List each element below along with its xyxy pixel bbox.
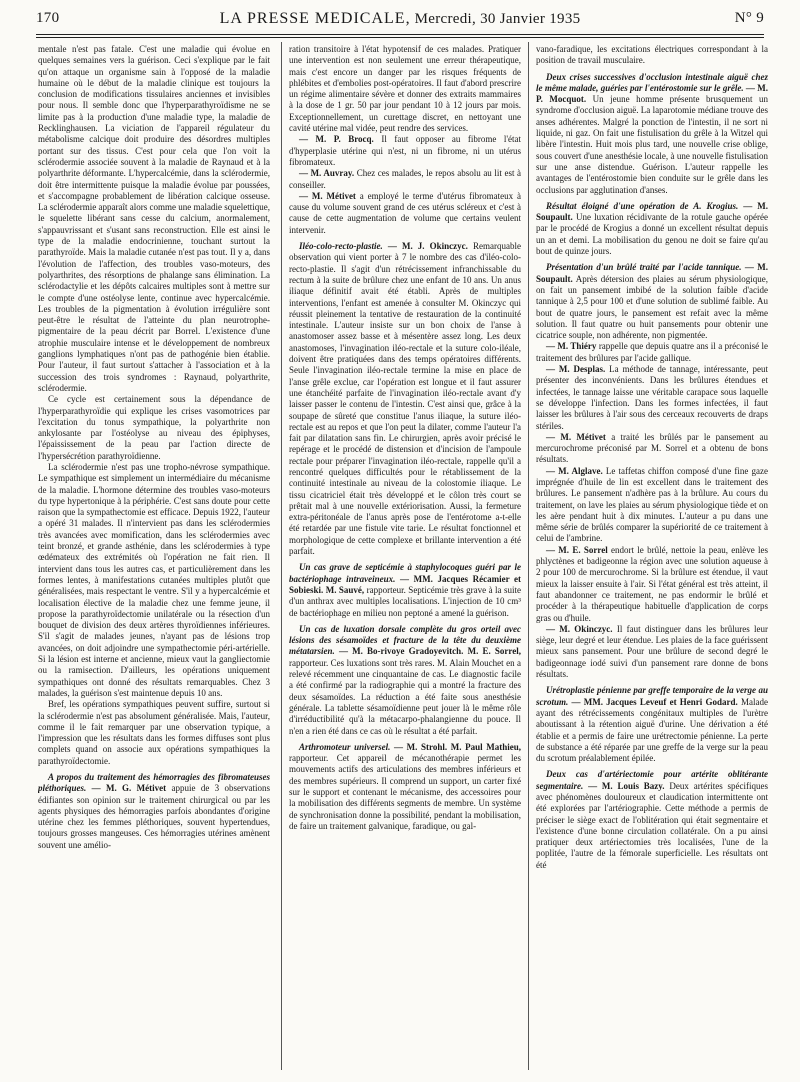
section-paragraph <box>38 772 270 851</box>
paragraph-text: a traité les brûlés par le pansement au mercurochrome préconisé par M. Sorrel et a obtenu de bons résultats. <box>536 431 768 465</box>
paragraph <box>289 44 521 134</box>
paragraph <box>536 545 768 624</box>
section-paragraph <box>536 201 768 257</box>
paragraph-text: rapporteur. Cet appareil de mécanothérapie permet les mouvements actifs des articulations des membres inférieurs et des membres supérieurs. Il comprend un support, un carter fixé sur le support et contenant le mécanisme, des accessoires pour la mobilisation des différents segments de membre. Un système de synchronisation donne la possibilité, pendant la mobilisation, de faire un traitement galvanique, faradique, ou gal- <box>289 753 521 831</box>
author-name: — M. Soupault. <box>536 200 768 223</box>
section-title: A propos du traitement des hémorragies des fibromateuses pléthoriques. <box>38 772 270 794</box>
paragraph-text: Ce cycle est certainement sous la dépendance de l'hyperparathyroïdie qui explique les crises vasomotrices par l'excitation du tonus sympathique, la polyarthrite non ankylosante par l'ostéolyse au niveau des épiphyses, l'épaississement de la peau par l'action directe de l'hypersécrétion parathyroïdienne. <box>38 394 270 461</box>
author-name: — M. Métivet <box>546 431 606 442</box>
section-title: Présentation d'un brûlé traité par l'acide tannique. <box>546 262 742 273</box>
paragraph-text: mentale n'est pas fatale. C'est une maladie qui évolue en quelques semaines vers la guérison. Ceci s'explique par le fait qu'on attaque un organisme sain à l'opposé de la maladie humaine où le début de la maladie clinique est toujours la conclusion de modifications tissulaires anciennes et invisibles pour nous. Il semble donc que l'hyperparathyroïdisme ne se limite pas à la production d'une maladie type, la maladie de Recklinghausen. La viciation de l'appareil régulateur du métabolisme calcique doit produire des désordres multiples portant sur des tissus. C'est pour cela que l'on voit la sclérodermie associée souvent à la maladie de Raynaud et à la polyarthrite déformante. L'hypercalcémie, dans la sclérodermie, doit être intermittente puisque la maladie évolue par poussées, et s'accompagne probablement de libération calcique osseuse. La sclérodermie apparaît alors comme une maladie squelettique, le squelette libérant sans cesse du calcium, anormalement, s'appauvrissant et s'usant sans reconstruction. Elle est ainsi le type de la maladie endocrinienne, touchant surtout la parathyroïde. Mais la maladie cutanée n'est pas tout. Il y a, dans l'évolution de l'affection, des troubles vaso-moteurs, des polyarthrites, des résorptions de phalange sans élimination. La sclérodactylie et les dépôts calcaires multiples sont à mettre sur le compte d'une ostéolyse lente, continue avec hypercalcémie. Les troubles de la pigmentation à évolution irrégulière sont peut-être le résultat de l'atteinte du plan neurotrophe-pigmentaire de la peau décrit par Borrel. L'existence d'une atrophie musculaire intense et le développement de nombreux ganglions lymphatiques n'ont pas de pathogénie bien établie. Pour l'auteur, il faut surtout s'attacher à l'association et à la succession des trois syndromes : Raynaud, polyarthrite, sclérodermie. <box>38 44 270 393</box>
paragraph-text: La méthode de tannage, intéressante, peut présenter des inconvénients. Dans les brûlures étendues et infectées, le tannage laisse une véritable carapace sous laquelle se développe l'infection. Dans les formes infectées, il faut laisser les brûlures à l'air sous des cerceaux recouverts de draps stériles. <box>536 364 768 431</box>
text-column-1 <box>38 44 270 1070</box>
author-name: — M. Thiéry <box>546 341 597 352</box>
paragraph <box>289 134 521 168</box>
journal-name: LA PRESSE MEDICALE, <box>219 10 411 27</box>
paragraph-text: Le taffetas chiffon composé d'une fine gaze imprégnée d'huile de lin est excellent dans le traitement des brûlures. Le pansement n'adhère pas à la brûlure. Au cours du traitement, on lave les plaies au sérum physiologique tiède et on les aère pendant huit à dix minutes. L'auteur a pu dans une même série de brûlés comparer la supériorité de ce traitement à celui de l'ambrine. <box>536 465 768 544</box>
text-column-2 <box>289 44 521 1070</box>
paragraph <box>38 699 270 767</box>
paragraph-text: Une luxation récidivante de la rotule gauche opérée par le procédé de Krogius a donné un excellent résultat depuis un an et demi. La mobilisation du genou ne doit se faire qu'au bout de quinze jours. <box>536 212 768 257</box>
section-paragraph <box>536 262 768 341</box>
paragraph <box>289 168 521 191</box>
paragraph-text: Chez ces malades, le repos absolu au lit est à conseiller. <box>289 168 521 190</box>
author-name: — M. Strohl. M. Paul Mathieu, <box>394 741 521 752</box>
paragraph <box>38 462 270 699</box>
paragraph-text: Deux artérites spécifiques avec phénomènes douloureux et claudication intermittente ont été explorées par l'artériographie. Cette méthode a permis de préciser le siège exact de l'oblitération qui était segmentaire et l'existence d'une bonne circulation collatérale. On a pu ainsi pratiquer deux artériectomies très localisées, l'une de la poplitée, l'autre de la fémorale superficielle. Les résultats ont été <box>536 780 768 870</box>
paragraph-text: rappelle que depuis quatre ans il a préconisé le traitement des brûlures par l'acide gallique. <box>536 341 768 363</box>
text-column-3 <box>536 44 768 1070</box>
page-number: 170 <box>36 10 60 26</box>
paragraph <box>536 624 768 680</box>
paragraph-text: vano-faradique, les excitations électriques correspondant à la position de travail musculaire. <box>536 44 768 66</box>
author-name: — M. Bo-rivoye Gradoyevitch. M. E. Sorrel, <box>338 646 521 657</box>
author-name: — MM. Jacques Récamier et Sobieski. M. Sauvé, <box>289 573 521 595</box>
section-title: Deux cas d'artériectomie pour artérite oblitérante segmentaire. <box>536 769 768 791</box>
paragraph <box>536 432 768 466</box>
header-rule <box>36 34 764 35</box>
paragraph <box>536 341 768 364</box>
issue-number: N° 9 <box>734 10 764 26</box>
section-paragraph <box>289 562 521 618</box>
paragraph-text: Un jeune homme présente brusquement un syndrome d'occlusion aiguë. La laparotomie médiane trouve des anses adhérentes. Malgré la ponction de l'intestin, il ne sort ni liquide, ni gaz. On fait une fistulisation du grêle à la Witzel qui libère l'intestin. Huit mois plus tard, une nouvelle crise oblige, sous couvert d'une anesthésie locale, à une nouvelle fistulisation sur une anse distendue. Guérison. L'auteur rappelle les avantages de l'entérostomie bien conduite sur le grêle dans les occlusions par agglutination d'anses. <box>536 94 768 195</box>
section-title: Deux crises successives d'occlusion intestinale aiguë chez le même malade, guéries par l'entérostomie sur le grêle. <box>536 71 768 93</box>
header-rule-thin <box>36 37 764 38</box>
paragraph-text: endort le brûlé, nettoie la peau, enlève les phlyctènes et badigeonne la région avec une solution aqueuse à 2 pour 100 de mercurochrome. Si la brûlure est étendue, il vaut mieux la laisser ensuite à l'air. Si l'état général est très atteint, il faut abandonner ce traitement, ne pas endormir le brûlé et procéder à la thérapeutique habituelle d'application de corps gras ou d'huile. <box>536 544 768 623</box>
author-name: — M. G. Métivet <box>91 783 167 794</box>
section-title: Arthromoteur universel. <box>299 741 391 752</box>
column-divider <box>281 42 282 1070</box>
section-paragraph <box>289 742 521 832</box>
author-name: — MM. Jacques Leveuf et Henri Godard. <box>571 696 738 707</box>
author-name: — M. J. Okinczyc. <box>387 241 468 252</box>
author-name: — M. Auvray. <box>299 168 355 179</box>
paragraph-text: Malade ayant des rétrécissements congénitaux multiples de l'urètre aboutissant à la rétention aiguë d'urine. Une dérivation a été établie et a permis de faire une urétrectomie pénienne. La perte de substance a été réparée par une greffe de la verge sur la peau du scrotum préalablement épilée. <box>536 696 768 764</box>
paragraph <box>38 44 270 394</box>
section-title: Un cas grave de septicémie à staphylocoques guéri par le bactériophage intraveineux. <box>289 562 521 584</box>
section-paragraph <box>289 624 521 737</box>
author-name: — M. Okinczyc. <box>546 623 613 634</box>
paragraph <box>536 466 768 545</box>
paragraph-text: rapporteur. Septicémie très grave à la suite d'un anthrax avec multiples localisations. L'injection de 10 cm³ de bactériophage en milieu non peptoné a amené la guérison. <box>289 584 521 618</box>
paragraph-text: Il faut opposer au fibrome l'état d'hyperplasie utérine qui n'est, ni un fibrome, ni un utérus fibromateux. <box>289 134 521 167</box>
paragraph-text: Il faut distinguer dans les brûlures leur siège, leur degré et leur étendue. Les plaies de la face guérissent mieux sans pansement. Pour une brûlure de second degré le badigeonnage iodé suivi d'un pansement rare donne de bons résultats. <box>536 623 768 680</box>
section-paragraph <box>536 72 768 196</box>
section-paragraph <box>289 241 521 557</box>
paragraph <box>536 44 768 67</box>
paragraph-text: Bref, les opérations sympathiques peuvent suffire, surtout si la sclérodermie n'est pas absolument généralisée. Mais, l'auteur, comme il le fait remarquer par une observation typique, a l'impression que les résultats dans les formes diffuses sont plus complets quand on associe aux opérations sympathiques la parathyroïdectomie. <box>38 699 270 766</box>
author-name: — M. Métivet <box>299 190 356 201</box>
section-title: Urétroplastie pénienne par greffe temporaire de la verge au scrotum. <box>536 685 768 707</box>
author-name: — M. E. Sorrel <box>546 544 608 555</box>
section-paragraph <box>536 685 768 764</box>
author-name: — M. Louis Bazy. <box>588 780 665 791</box>
author-name: — M. Desplas. <box>546 364 606 375</box>
section-title: Iléo-colo-recto-plastie. <box>299 241 383 252</box>
author-name: — M. Soupault. <box>536 262 768 284</box>
paragraph <box>289 191 521 236</box>
section-title: Résultat éloigné d'une opération de A. Krogius. <box>546 200 739 211</box>
paragraph-text: appuie de 3 observations édifiantes son opinion sur le traitement chirurgical ou par les agents physiques des hémorragies parfois abondantes d'origine utérine chez les femmes pléthoriques, souvent hypertendues, toujours grosses mangeuses. Ces hémorragies utérines amènent souvent une amélio- <box>38 783 270 850</box>
section-title: Un cas de luxation dorsale complète du gros orteil avec lésions des sésamoïdes et fracture de la tête du deuxième métatarsien. <box>289 623 521 657</box>
column-divider <box>528 42 529 1070</box>
paragraph-text: La sclérodermie n'est pas une tropho-névrose sympathique. Le sympathique est simplement un intermédiaire du mécanisme de la maladie. L'hormone détermine des troubles vaso-moteurs du type hypertonique à la périphérie. C'est sans doute pour cette raison que la sympathectomie est efficace. Depuis 1922, l'auteur a opéré 31 malades. Il n'intervient pas dans les sclérodermies très avancées avec momification, dans les sclérodermies avec teint bronzé, et grande asthénie, dans les sclérodermies à type œdémateux des extrémités où l'opération ne fait rien. Il intervient dans tous les autres cas, et particulièrement dans les formes lentes, à manifestations cutanées multiples plutôt que généralisées, mais respectant le ventre. S'il y a hypercalcémie et localisation élective de la maladie chez une femme jeune, il propose la parathyroïdectomie unilatérale ou la résection d'un bouquet de division des deux artères thyroïdiennes inférieures. S'il s'agit de malades jeunes, n'ayant pas de lésions trop avancées, on doit adjoindre une sympathectomie péri-artérielle. Si la lésion est interne et ancienne, mieux vaut la gangliectomie ou la ramisection. D'ailleurs, les opérations uniquement sympathiques ont donné des résultats remarquables. Chez 3 malades, la guérison s'est maintenue depuis 10 ans. <box>38 461 270 698</box>
author-name: — M. P. Mocquot. <box>536 82 768 105</box>
author-name: — M. P. Brocq. <box>299 134 374 145</box>
paragraph-text: rapporteur. Ces luxations sont très rares. M. Alain Mouchet en a relevé récemment une cinquantaine de cas. Le diagnostic facile a été confirmé par la radiographie qui a montré la fracture des deux sésamoïdes. La réduction a été faite sous anesthésie générale. La tablette sésamoïdienne peut jouer là le même rôle d'irréductibilité qu'à la métacarpo-phalangienne du pouce. Il n'en a rien été dans ce cas où le résultat a été parfait. <box>289 657 521 736</box>
paragraph-text: Après détersion des plaies au sérum physiologique, on fait un pansement imbibé de la solution faible d'acide tannique à 2,5 pour 100 et d'une solution de sublimé faible. Au bout de quatre jours, le pansement est refait avec la même solution. Il faut quatre ou huit pansements pour obtenir une cicatrice souple, non adhérente, non pigmentée. <box>536 273 768 341</box>
author-name: — M. Alglave. <box>546 465 603 476</box>
running-title <box>36 10 764 28</box>
paragraph <box>38 394 270 462</box>
paragraph-text: Remarquable observation qui vient porter à 7 le nombre des cas d'iléo-colo-recto-plastie. Il s'agit d'un rétrécissement infranchissable du rectum à la suite de brûlure chez une enfant de 10 ans. Un anus iliaque définitif avait été établi. Après de multiples interventions, l'enfant est amenée à consulter M. Okinczyc qui réussit pleinement la tentative de restauration de la continuité intestinale. L'auteur insiste sur un bon choix de l'anse à anastomoser assez basse et à mésentère assez long. Les deux anastomoses, l'invagination iléo-rectale et la suture colo-iléale, doivent être pratiquées dans des temps opératoires différents. Seule l'invagination iléo-rectale termine la mise en place de l'anse grêle exclue, car l'opération est longue et il faut assurer une étanchéité parfaite de l'invagination iléo-rectale avant d'y laisser passer le contenu de l'intestin. C'est ainsi que, grâce à la soupape de sûreté que constitue l'anus iliaque, la suture iléo-rectale est au repos et que l'on peut la dilater, comme l'auteur l'a fait par dilatation sans fin. Le chirurgien, après avoir précisé le repérage et le procédé de distension et d'incision de l'ampoule rectale pour préparer l'invagination iléo-rectale, rappelle qu'il a rencontré quelques difficultés pour le rétablissement de la continuité intestinale au niveau de la colostomie iliaque. Le tissu cicatriciel était très développé et le côlon très court se prêtait mal à une nouvelle extériorisation. Aussi, la fermeture extra-péritonéale de l'anus après pose de l'entérotome a-t-elle été retardée par une fistule vite tarie. Le résultat fonctionnel et morphologique de cette complexe et brillante intervention a été parfait. <box>289 241 521 557</box>
paragraph-text: a employé le terme d'utérus fibromateux à cause du volume souvent grand de ces utérus scléreux et c'est à cause de cette augmentation de volume que certains veulent intervenir. <box>289 190 521 235</box>
section-paragraph <box>536 769 768 871</box>
issue-date: Mercredi, 30 Janvier 1935 <box>414 11 581 27</box>
paragraph-text: ration transitoire à l'état hypotensif de ces malades. Pratiquer une intervention est non seulement une erreur thérapeutique, mais c'est encore un danger par les risques fréquents de phlébites et d'embolies post-opératoires. Il faut d'abord prescrire un régime alimentaire sévère et donner des extraits mammaires à la dose de 1 gr. 50 par jour pendant 10 à 12 jours par mois. Exceptionnellement, un curettage discret, en nettoyant une cavité utérine mal vidée, peut rendre des services. <box>289 44 521 134</box>
paragraph <box>536 364 768 432</box>
page-header <box>36 10 764 32</box>
